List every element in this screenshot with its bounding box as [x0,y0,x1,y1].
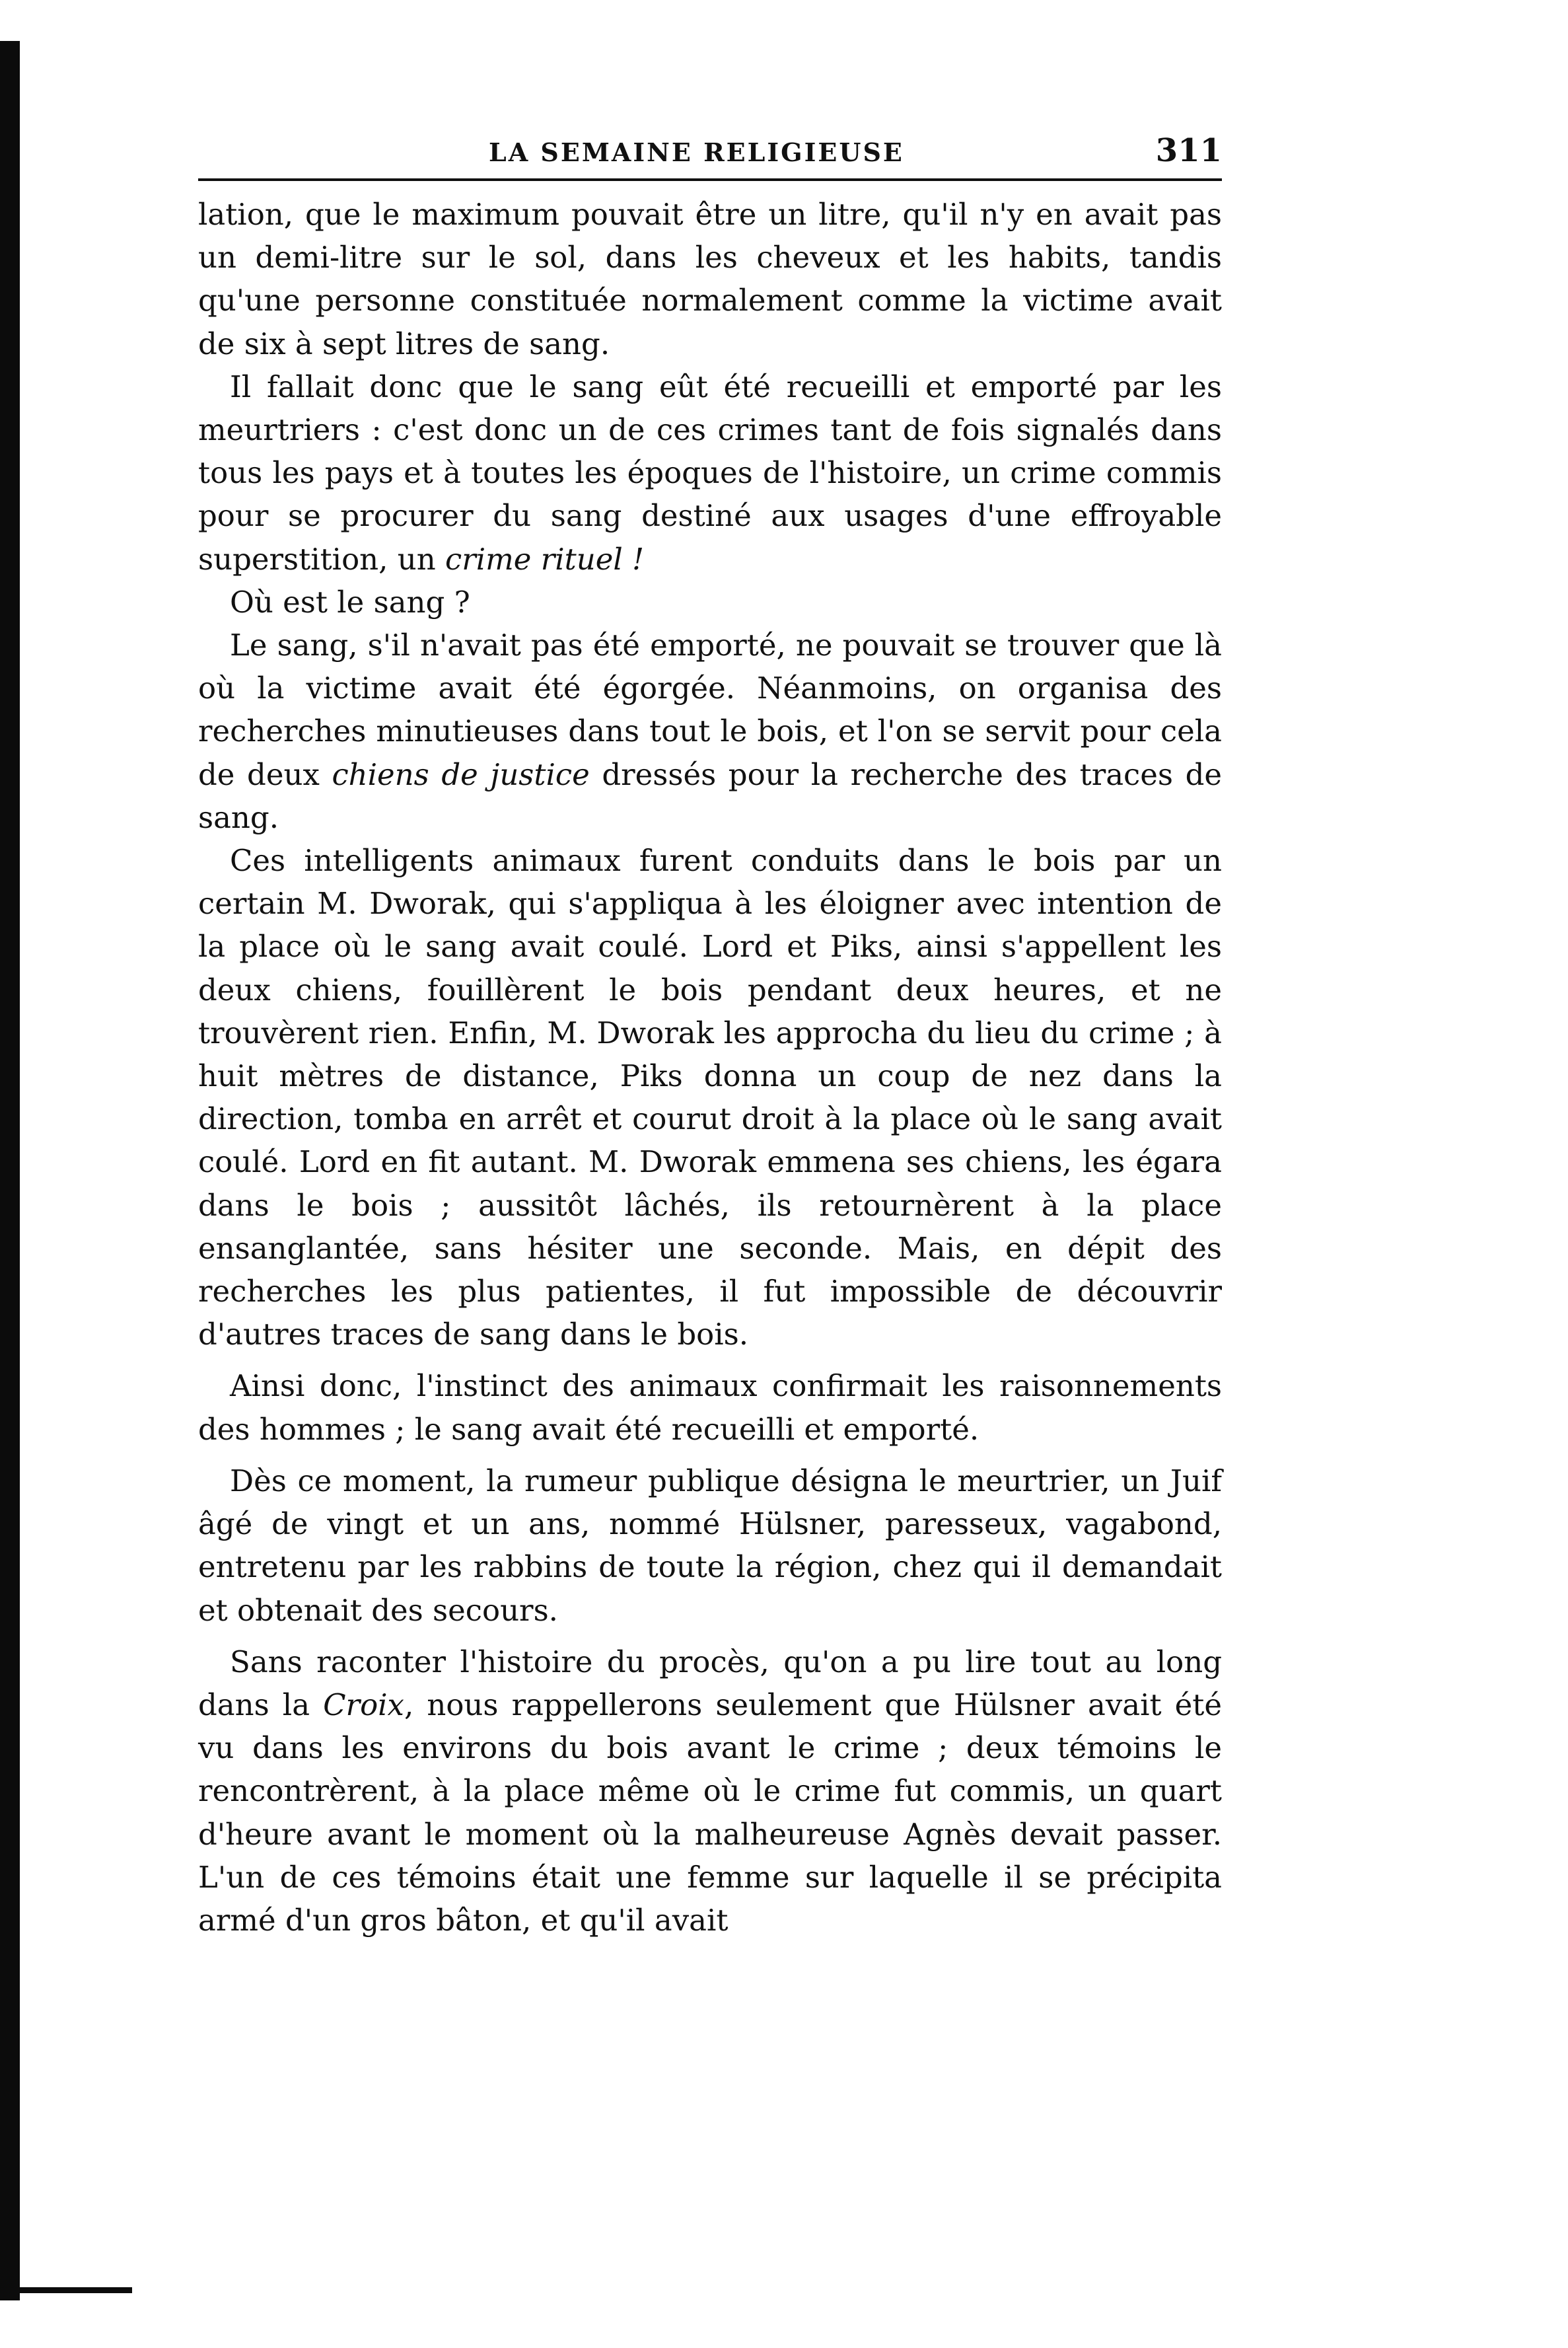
paragraph-text: Où est le sang ? [230,584,470,620]
book-spine-foot [20,2287,132,2293]
running-head [198,119,1222,178]
paragraph-text: Ainsi donc, l'instinct des animaux confirmait les raisonnements des hommes ; le sang avait été recueilli et emporté. [198,1368,1222,1447]
paragraph-text: Il fallait donc que le sang eût été recueilli et emporté par les meurtriers : c'est donc un de ces crimes tant de fois signalés dans tous les pays et à toutes les époques de l'histoire, un crime commis pour se procurer du sang destiné aux usages d'une effroyable superstition, un [198,369,1222,577]
header-rule [198,178,1222,181]
page [198,119,1222,1942]
paragraph-text: dressés pour la recherche des traces de sang. [198,756,1223,835]
running-title: LA SEMAINE RELIGIEUSE [489,137,904,167]
italic-phrase: Croix [323,1687,404,1722]
paragraph-text: Sans raconter l'histoire du procès, qu'on a pu lire tout au long dans la [198,1644,1222,1722]
paragraph-text: , nous rappellerons seulement que Hülsner avait été vu dans les environs du bois avant le crime ; deux témoins le rencontrèrent, à la place même où le crime fut commis, un quart d'heure avant le moment où la malheureuse Agnès devait passer. L'un de ces témoins était une femme sur laquelle il se précipita armé d'un gros bâton, et qu'il avait [198,1687,1222,1938]
italic-phrase: chiens de justice [332,756,590,792]
paragraph [198,365,1222,581]
paragraph-text: Ces intelligents animaux furent conduits dans le bois par un certain M. Dworak, qui s'appliqua à les éloigner avec intention de la place où le sang avait coulé. Lord et Piks, ainsi s'appellent les deux chiens, fouillèrent le bois pendant deux heures, et ne trouvèrent rien. Enfin, M. Dworak les approcha du lieu du crime ; à huit mètres de distance, Piks donna un coup de nez dans la direction, tomba en arrêt et courut droit à la place où le sang avait coulé. Lord en fit autant. M. Dworak emmena ses chiens, les égara dans le bois ; aussitôt lâchés, ils retournèrent à la place ensanglantée, sans hésiter une seconde. Mais, en dépit des recherches les plus patientes, il fut impossible de découvrir d'autres traces de sang dans le bois. [198,843,1222,1352]
paragraph [198,1640,1222,1942]
paragraph [198,839,1222,1356]
italic-phrase: crime rituel ! [445,541,645,577]
paragraph-text: lation, que le maximum pouvait être un litre, qu'il n'y en avait pas un demi-litre sur le sol, dans les cheveux et les habits, tandis qu'une personne constituée normalement comme la victime avait de six à sept litres de sang. [198,197,1222,361]
paragraph [198,1459,1222,1632]
page-number: 311 [1155,132,1222,169]
paragraph [198,581,1222,624]
paragraph [198,624,1222,839]
paragraph [198,1364,1222,1450]
paragraph [198,193,1222,365]
book-spine-shadow [0,41,20,2300]
body-text [198,193,1222,1942]
paragraph-text: Dès ce moment, la rumeur publique désigna le meurtrier, un Juif âgé de vingt et un ans, nommé Hülsner, paresseux, vagabond, entretenu par les rabbins de toute la région, chez qui il demandait et obtenait des secours. [198,1463,1222,1628]
paragraph-text: Le sang, s'il n'avait pas été emporté, ne pouvait se trouver que là où la victime avait été égorgée. Néanmoins, on organisa des recherches minutieuses dans tout le bois, et l'on se servit pour cela de deux [198,628,1222,792]
